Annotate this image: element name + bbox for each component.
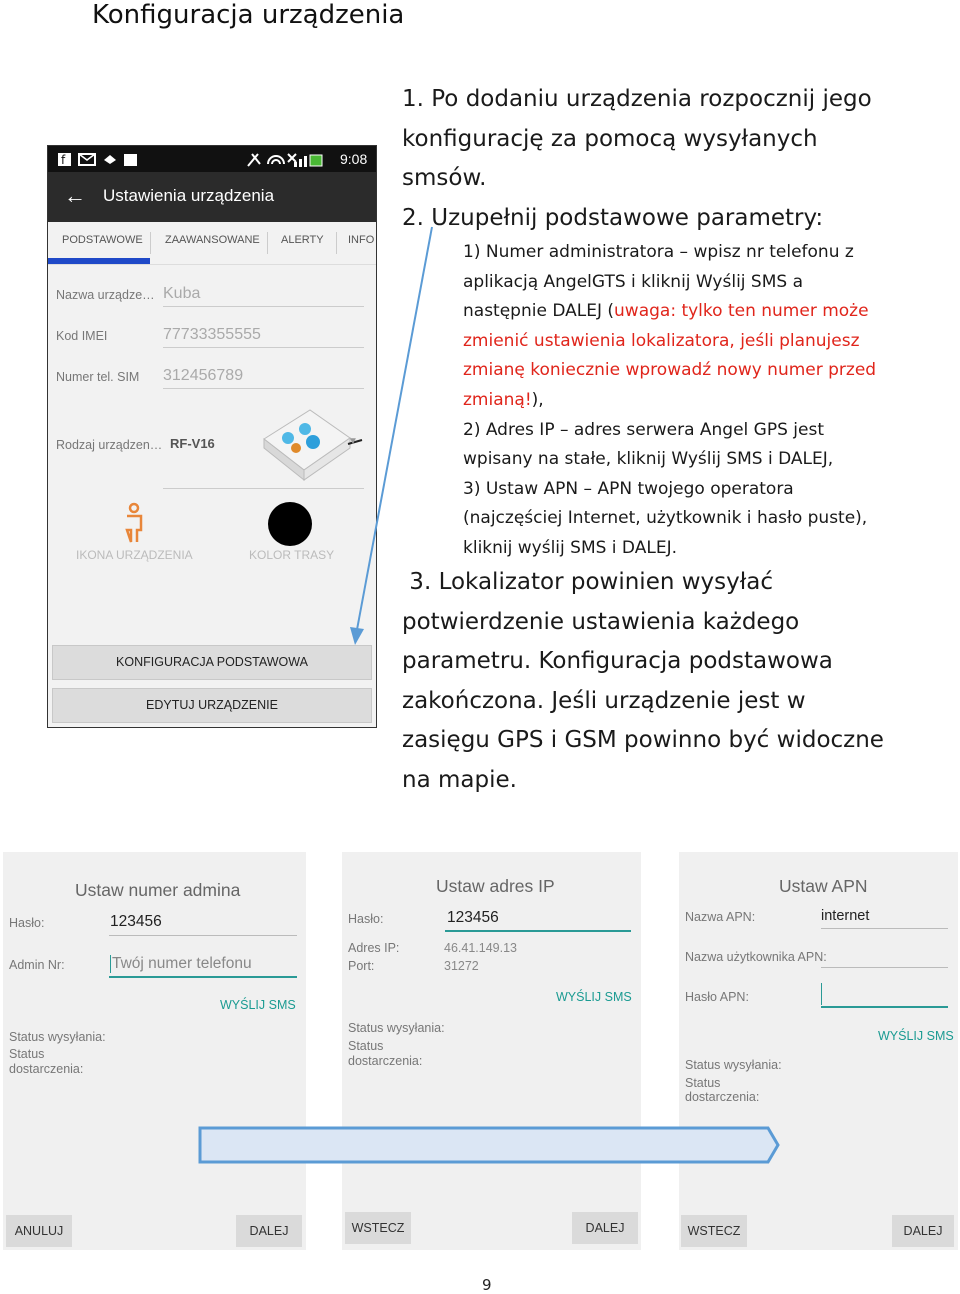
back-button[interactable]: WSTECZ — [345, 1212, 411, 1244]
status-delivery-label: dostarczenia: — [685, 1090, 760, 1104]
sub-line: wpisany na stałe, kliknij Wyślij SMS i DALEJ, — [463, 449, 834, 470]
next-button[interactable]: DALEJ — [572, 1212, 638, 1244]
step-3-line: potwierdzenie ustawienia każdego — [402, 608, 800, 635]
password-input[interactable]: 123456 — [110, 913, 162, 930]
step-3-line: zasięgu GPS i GSM powinno być widoczne — [402, 727, 884, 753]
status-bar — [48, 146, 376, 172]
back-arrow-icon[interactable]: ← — [64, 183, 86, 208]
back-button[interactable]: WSTECZ — [681, 1215, 747, 1247]
color-label: KOLOR TRASY — [249, 548, 335, 562]
sub-line: 1) Numer administratora – wpisz nr telefonu z — [463, 242, 854, 262]
step-3 — [402, 563, 884, 800]
step-3-line: 3. Lokalizator powinien wysyłać — [402, 569, 774, 595]
sub-line: 2) Adres IP – adres serwera Angel GPS jest — [463, 419, 825, 440]
ip-address-panel — [342, 852, 641, 1250]
app-bar — [48, 172, 376, 222]
apn-name-label: Nazwa APN: — [685, 910, 756, 924]
device-type-label: Rodzaj urządzen… — [56, 438, 163, 452]
panel-title: Ustaw adres IP — [436, 876, 555, 896]
apn-name-input[interactable]: internet — [821, 908, 870, 924]
sub-line: kliknij wyślij SMS i DALEJ. — [463, 537, 677, 558]
status-delivery-label: dostarczenia: — [348, 1054, 423, 1068]
dropdown-arrow-icon[interactable]: ▼ — [348, 436, 358, 447]
warning-text: zmianę koniecznie wprowadź nowy numer przed — [463, 360, 877, 381]
status-delivery-label: dostarczenia: — [9, 1062, 84, 1076]
status-send-label: Status wysyłania: — [685, 1058, 782, 1072]
field-sim-input[interactable]: 312456789 — [163, 367, 244, 384]
field-name-input[interactable]: Kuba — [163, 285, 201, 302]
warning-text: zmianą! — [463, 389, 532, 410]
status-delivery-label: Status — [9, 1047, 45, 1061]
status-send-label: Status wysyłania: — [348, 1021, 445, 1035]
apn-user-input[interactable] — [821, 967, 948, 968]
sub-line: 3) Ustaw APN – APN twojego operatora — [463, 478, 794, 499]
status-delivery-label: Status — [685, 1076, 721, 1090]
warning-text: zmienić ustawienia lokalizatora, jeśli planujesz — [463, 330, 860, 351]
step-3-line: na mapie. — [402, 766, 517, 793]
clock: 9:08 — [340, 151, 368, 167]
next-button[interactable]: DALEJ — [892, 1215, 954, 1247]
send-sms-button[interactable]: WYŚLIJ SMS — [878, 1029, 954, 1043]
step-1-line: konfigurację za pomocą wysyłanych — [402, 125, 818, 152]
admin-number-label: Admin Nr: — [9, 958, 65, 972]
password-label: Hasło: — [348, 912, 384, 926]
step-1 — [402, 80, 872, 238]
svg-text:f: f — [61, 153, 66, 167]
sub-line: zmianą!), — [463, 389, 544, 410]
basic-config-button[interactable]: KONFIGURACJA PODSTAWOWA — [52, 645, 372, 680]
pointer-arrow — [340, 225, 450, 655]
tab-basic[interactable]: PODSTAWOWE — [62, 234, 143, 246]
warning-text: uwaga: tylko ten numer może — [614, 301, 869, 322]
sub-line: następnie DALEJ (uwaga: tylko ten numer może — [463, 301, 869, 322]
app-title: Ustawienia urządzenia — [103, 186, 275, 205]
page-number: 9 — [482, 1276, 492, 1294]
sub-line: aplikacją AngelGTS i kliknij Wyślij SMS a — [463, 271, 803, 292]
apn-password-label: Hasło APN: — [685, 990, 749, 1004]
step-1-line: smsów. — [402, 165, 487, 191]
device-type-value[interactable]: RF-V16 — [170, 436, 215, 451]
flow-arrow — [196, 1120, 786, 1170]
panel-title: Ustaw numer admina — [75, 880, 241, 900]
notification-icons — [48, 146, 168, 172]
next-button[interactable]: DALEJ — [236, 1215, 302, 1247]
step-1-line: 1. Po dodaniu urządzenia rozpocznij jego — [402, 86, 872, 112]
person-icon[interactable] — [122, 502, 146, 544]
port-label: Port: — [348, 959, 375, 973]
phone-screenshot — [47, 145, 377, 728]
tab-advanced[interactable]: ZAAWANSOWANE — [165, 234, 260, 246]
signal-icons — [244, 146, 324, 172]
route-color-swatch[interactable] — [268, 502, 312, 546]
field-imei-input[interactable]: 77733355555 — [163, 326, 261, 343]
field-sim-label: Numer tel. SIM — [56, 370, 140, 384]
panel-title: Ustaw APN — [779, 876, 868, 896]
step-2-details — [463, 238, 943, 564]
admin-number-panel — [3, 852, 306, 1250]
admin-number-input[interactable]: Twój numer telefonu — [112, 955, 252, 972]
edit-device-button[interactable]: EDYTUJ URZĄDZENIE — [52, 688, 372, 723]
page-title: Konfiguracja urządzenia — [92, 0, 405, 30]
field-imei-label: Kod IMEI — [56, 329, 108, 343]
apn-password-input[interactable] — [821, 983, 822, 1005]
port-value: 31272 — [444, 959, 479, 973]
apn-panel — [679, 852, 958, 1250]
active-tab-indicator — [48, 258, 150, 264]
send-sms-button[interactable]: WYŚLIJ SMS — [220, 998, 296, 1012]
step-3-line: zakończona. Jeśli urządzenie jest w — [402, 687, 806, 714]
send-sms-button[interactable]: WYŚLIJ SMS — [556, 990, 632, 1004]
status-delivery-label: Status — [348, 1039, 384, 1053]
password-input[interactable]: 123456 — [447, 909, 499, 926]
status-send-label: Status wysyłania: — [9, 1030, 106, 1044]
cancel-button[interactable]: ANULUJ — [6, 1215, 72, 1247]
password-label: Hasło: — [9, 916, 45, 930]
tab-alerts[interactable]: ALERTY — [281, 234, 324, 246]
ip-label: Adres IP: — [348, 941, 400, 955]
field-name-label: Nazwa urządze… — [56, 288, 155, 302]
tab-info[interactable]: INFO — [348, 234, 375, 246]
step-3-line: parametru. Konfiguracja podstawowa — [402, 648, 833, 674]
ip-value: 46.41.149.13 — [444, 941, 517, 955]
step-2: 2. Uzupełnij podstawowe parametry: — [402, 204, 824, 231]
apn-user-label: Nazwa użytkownika APN: — [685, 950, 827, 964]
sub-line: (najczęściej Internet, użytkownik i hasło puste), — [463, 508, 868, 529]
icon-label: IKONA URZĄDZENIA — [76, 548, 193, 562]
